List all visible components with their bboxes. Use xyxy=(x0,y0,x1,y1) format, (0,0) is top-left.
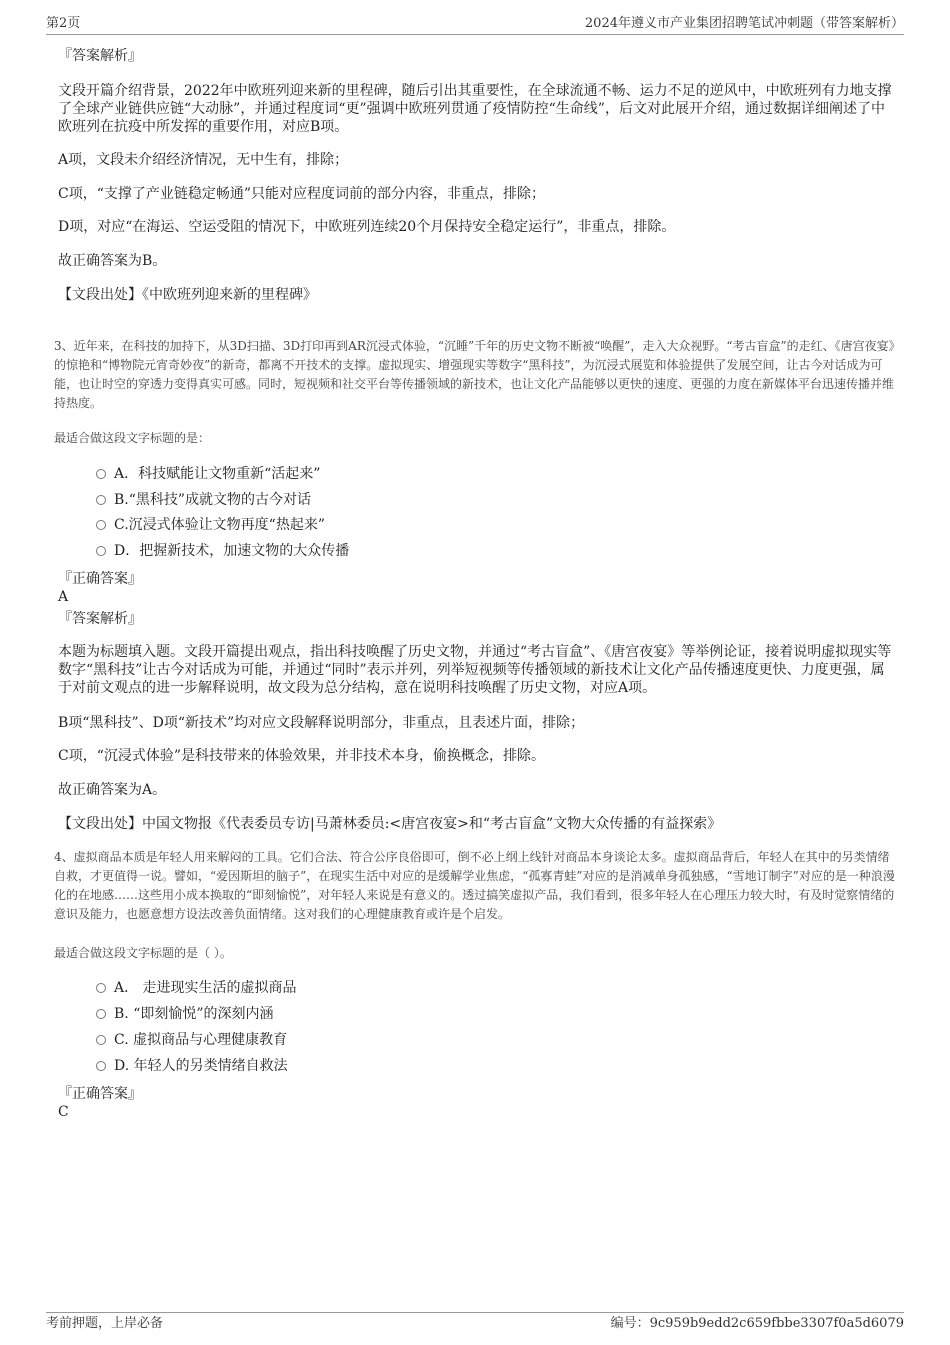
q4-answer: C xyxy=(58,1104,69,1120)
q3-option-d[interactable]: D．把握新技术，加速文物的大众传播 xyxy=(96,542,349,560)
q3-answer-label: 『正确答案』 xyxy=(58,571,142,587)
radio-button-icon[interactable] xyxy=(96,1061,106,1071)
q4-option-d[interactable]: D. 年轻人的另类情绪自救法 xyxy=(96,1057,288,1075)
footer-slogan: 考前押题，上岸必备 xyxy=(46,1316,164,1331)
q3-analysis-label: 『答案解析』 xyxy=(58,611,142,627)
q2-analysis-paragraph: 文段开篇介绍背景，2022年中欧班列迎来新的里程碑，随后引出其重要性，在全球流通不畅、运力不足的逆风中，中欧班列有力地支撑了全球产业链供应链“大动脉”，并通过程度词“更”强调中欧班列贯通了疫情防控“生命线”，后文对此展开介绍，通过数据详细阐述了中欧班列在抗疫中所发挥的重要作用，对应B项。 xyxy=(58,83,892,135)
q4-answer-label: 『正确答案』 xyxy=(58,1086,142,1102)
radio-button-icon[interactable] xyxy=(96,469,106,479)
document-title: 2024年遵义市产业集团招聘笔试冲刺题（带答案解析） xyxy=(584,16,904,31)
q3-source: 【文段出处】中国文物报《代表委员专访|马萧林委员:<唐宫夜宴>和“考古盲盒”文物大众传播的有益探索》 xyxy=(58,816,722,832)
q4-passage: 4、虚拟商品本质是年轻人用来解闷的工具。它们合法、符合公序良俗即可，倒不必上纲上线针对商品本身谈论太多。虚拟商品背后，年轻人在其中的另类情绪自救，才更值得一说。譬如，“爱因斯坦的脑子”，在现实生活中对应的是缓解学业焦虑，“孤寡青蛙”对应的是消减单身孤独感，“雪地订制字”对应的是一种浪漫化的在地感……这些用小成本换取的“即刻愉悦”，对年轻人来说是有意义的。透过搞笑虚拟产品，我们看到，很多年轻人在心理压力较大时，有及时觉察情绪的意识及能力，也愿意想方设法改善负面情绪。这对我们的心理健康教育或许是个启发。 xyxy=(54,850,895,921)
radio-button-icon[interactable] xyxy=(96,983,106,993)
q3-passage: 3、近年来，在科技的加持下，从3D扫描、3D打印再到AR沉浸式体验，“沉睡”千年的历史文物不断被“唤醒”，走入大众视野。“考古盲盒”的走红、《唐宫夜宴》的惊艳和“博物院元宵奇妙夜”的新奇，都离不开技术的支撑。虚拟现实、增强现实等数字“黑科技”，为沉浸式展览和体验提供了发展空间，让古今对话成为可能，也让时空的穿透力变得真实可感。同时，短视频和社交平台等传播领域的新技术，也让文化产品能够以更快的速度、更强的力度在新媒体平台迅速传播并维持热度。 xyxy=(54,339,895,410)
page-number: 第2页 xyxy=(46,16,81,31)
q3-option-b[interactable]: B.“黑科技”成就文物的古今对话 xyxy=(96,491,311,509)
q3-option-c[interactable]: C.沉浸式体验让文物再度“热起来” xyxy=(96,516,325,534)
q4-option-b[interactable]: B. “即刻愉悦”的深刻内涵 xyxy=(96,1005,274,1023)
page-footer xyxy=(46,1312,904,1331)
q2-analysis-label: 『答案解析』 xyxy=(58,48,142,64)
document-id: 编号：9c959b9edd2c659fbbe3307f0a5d6079 xyxy=(610,1316,904,1331)
q4-prompt: 最适合做这段文字标题的是（ ）。 xyxy=(54,946,232,960)
radio-button-icon[interactable] xyxy=(96,546,106,556)
q4-option-c[interactable]: C. 虚拟商品与心理健康教育 xyxy=(96,1031,287,1049)
q3-conclusion: 故正确答案为A。 xyxy=(58,782,167,798)
page-header xyxy=(46,14,904,35)
q3-option-a[interactable]: A．科技赋能让文物重新“活起来” xyxy=(96,465,320,483)
q3-answer: A xyxy=(58,589,69,605)
radio-button-icon[interactable] xyxy=(96,520,106,530)
radio-button-icon[interactable] xyxy=(96,1035,106,1045)
q3-analysis-option-c: C项，“沉浸式体验”是科技带来的体验效果，并非技术本身，偷换概念，排除。 xyxy=(58,748,546,764)
q2-source: 【文段出处】《中欧班列迎来新的里程碑》 xyxy=(58,287,317,303)
q3-analysis-paragraph: 本题为标题填入题。文段开篇提出观点，指出科技唤醒了历史文物，并通过“考古盲盒”、《唐宫夜宴》等举例论证，接着说明虚拟现实等数字“黑科技”让古今对话成为可能，并通过“同时”表示并列，列举短视频等传播领域的新技术让文化产品传播速度更快、力度更强，属于对前文观点的进一步解释说明，故文段为总分结构，意在说明科技唤醒了历史文物，对应A项。 xyxy=(58,644,892,696)
q2-conclusion: 故正确答案为B。 xyxy=(58,253,167,269)
q2-analysis-option-c: C项，“支撑了产业链稳定畅通”只能对应程度词前的部分内容，非重点，排除； xyxy=(58,186,546,202)
q3-prompt: 最适合做这段文字标题的是： xyxy=(54,431,211,445)
q2-analysis-option-a: A项，文段未介绍经济情况，无中生有，排除； xyxy=(58,152,349,168)
q4-option-a[interactable]: A． 走进现实生活的虚拟商品 xyxy=(96,979,297,997)
radio-button-icon[interactable] xyxy=(96,495,106,505)
q2-analysis-option-d: D项，对应“在海运、空运受阻的情况下，中欧班列连续20个月保持安全稳定运行”，非重点，排除。 xyxy=(58,219,676,235)
q3-analysis-option-bd: B项“黑科技”、D项“新技术”均对应文段解释说明部分，非重点，且表述片面，排除； xyxy=(58,715,585,731)
radio-button-icon[interactable] xyxy=(96,1009,106,1019)
